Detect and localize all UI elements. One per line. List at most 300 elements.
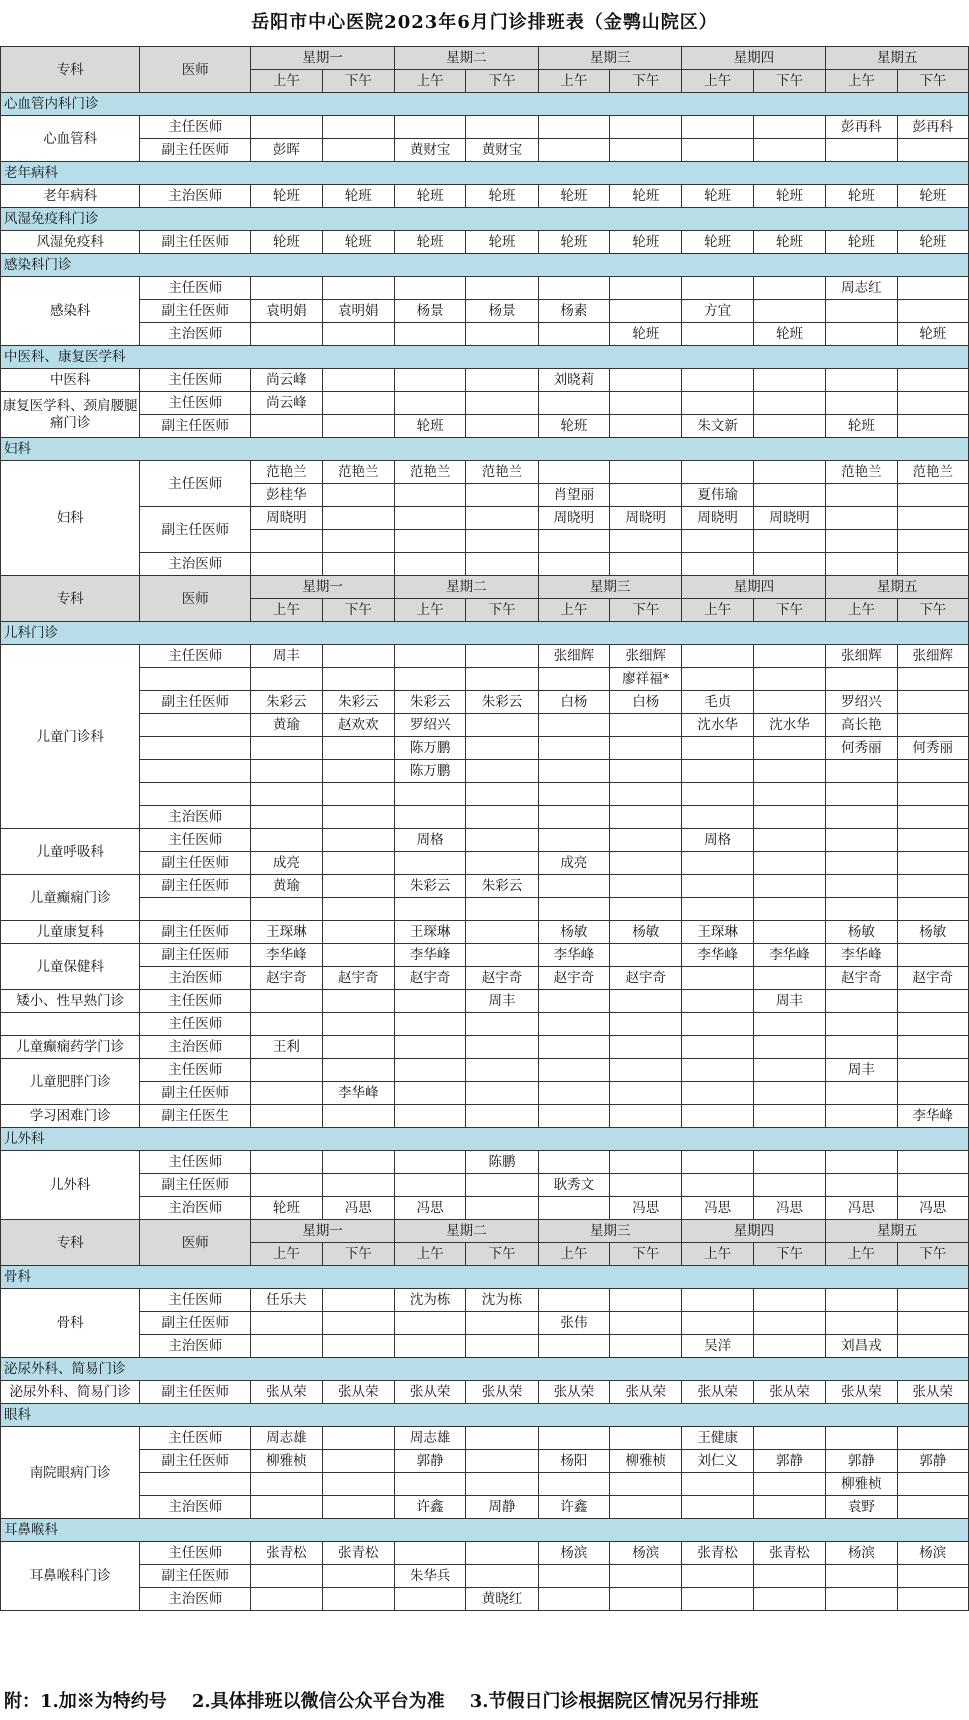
schedule-cell <box>538 1427 609 1450</box>
schedule-cell: 刘仁义 <box>682 1450 753 1473</box>
schedule-cell: 沈水华 <box>682 714 753 737</box>
schedule-cell <box>538 461 609 484</box>
schedule-cell <box>897 484 968 507</box>
schedule-cell <box>897 530 968 553</box>
header-dept: 专科 <box>1 576 140 622</box>
doctor-level: 主治医师 <box>140 1335 251 1358</box>
table-row <box>1 1013 969 1036</box>
schedule-cell: 郭静 <box>826 1450 897 1473</box>
schedule-cell <box>466 645 538 668</box>
schedule-cell <box>753 1312 825 1335</box>
schedule-cell: 柳雅桢 <box>826 1473 897 1496</box>
header-am: 上午 <box>682 70 753 93</box>
schedule-cell <box>610 783 682 806</box>
doctor-level: 副主任医师 <box>140 921 251 944</box>
schedule-cell: 沈为栋 <box>466 1289 538 1312</box>
dept-cell: 耳鼻喉科门诊 <box>1 1542 140 1611</box>
schedule-cell <box>753 139 825 162</box>
schedule-cell <box>753 668 825 691</box>
header-pm: 下午 <box>897 70 968 93</box>
schedule-cell <box>826 760 897 783</box>
table-row <box>1 1496 969 1519</box>
schedule-cell <box>610 714 682 737</box>
schedule-cell: 赵宇奇 <box>610 967 682 990</box>
schedule-cell: 李华峰 <box>826 944 897 967</box>
schedule-cell <box>322 323 394 346</box>
schedule-cell <box>251 1496 322 1519</box>
dept-cell: 儿童门诊科 <box>1 645 140 829</box>
schedule-cell: 赵宇奇 <box>826 967 897 990</box>
schedule-cell <box>753 1289 825 1312</box>
schedule-cell <box>826 829 897 852</box>
schedule-cell: 张从荣 <box>897 1381 968 1404</box>
header-doctor: 医师 <box>140 1220 251 1266</box>
schedule-cell <box>610 1335 682 1358</box>
table-row <box>1 1289 969 1312</box>
schedule-cell <box>610 1427 682 1450</box>
schedule-cell <box>251 829 322 852</box>
schedule-cell: 周晓明 <box>251 507 322 530</box>
table-row <box>1 1105 969 1128</box>
doctor-level: 副主任医师 <box>140 139 251 162</box>
doctor-level: 主治医师 <box>140 1588 251 1611</box>
schedule-cell <box>538 714 609 737</box>
header-day: 星期四 <box>682 1220 826 1243</box>
schedule-cell: 杨素 <box>538 300 609 323</box>
header-pm: 下午 <box>466 1243 538 1266</box>
table-row <box>1 1381 969 1404</box>
header-am: 上午 <box>251 70 322 93</box>
schedule-cell <box>753 829 825 852</box>
schedule-cell: 郭静 <box>897 1450 968 1473</box>
schedule-cell: 杨滨 <box>538 1542 609 1565</box>
doctor-level: 主任医师 <box>140 1289 251 1312</box>
schedule-cell: 张从荣 <box>538 1381 609 1404</box>
header-am: 上午 <box>394 70 465 93</box>
header-row <box>1 576 969 599</box>
schedule-cell <box>466 1542 538 1565</box>
schedule-cell <box>538 875 609 898</box>
schedule-cell: 朱彩云 <box>394 875 465 898</box>
schedule-cell <box>466 116 538 139</box>
table-row <box>1 1565 969 1588</box>
header-pm: 下午 <box>753 1243 825 1266</box>
doctor-level <box>140 898 251 921</box>
table-row <box>1 1036 969 1059</box>
schedule-cell <box>538 1289 609 1312</box>
schedule-cell <box>466 1427 538 1450</box>
schedule-cell <box>897 829 968 852</box>
doctor-level: 副主任医师 <box>140 691 251 714</box>
schedule-cell <box>394 668 465 691</box>
schedule-cell <box>322 392 394 415</box>
schedule-cell: 周格 <box>394 829 465 852</box>
schedule-cell <box>682 875 753 898</box>
schedule-cell <box>610 300 682 323</box>
schedule-cell: 周静 <box>466 1496 538 1519</box>
schedule-cell <box>610 1013 682 1036</box>
table-row <box>1 300 969 323</box>
schedule-cell: 轮班 <box>394 231 465 254</box>
header-am: 上午 <box>394 1243 465 1266</box>
header-pm: 下午 <box>610 599 682 622</box>
schedule-cell <box>682 1289 753 1312</box>
header-day: 星期一 <box>251 1220 395 1243</box>
table-row <box>1 1473 969 1496</box>
schedule-cell <box>538 1151 609 1174</box>
schedule-cell <box>897 1151 968 1174</box>
header-am: 上午 <box>538 1243 609 1266</box>
schedule-cell <box>897 1473 968 1496</box>
schedule-cell: 方宜 <box>682 300 753 323</box>
schedule-cell <box>753 1082 825 1105</box>
doctor-level: 主任医师 <box>140 392 251 415</box>
table-row <box>1 277 969 300</box>
schedule-cell: 王琛琳 <box>682 921 753 944</box>
schedule-cell <box>394 1013 465 1036</box>
schedule-cell <box>538 1588 609 1611</box>
section-title: 风湿免疫科门诊 <box>1 208 969 231</box>
schedule-cell <box>826 1105 897 1128</box>
schedule-cell: 张从荣 <box>826 1381 897 1404</box>
table-row <box>1 231 969 254</box>
dept-cell: 泌尿外科、简易门诊 <box>1 1381 140 1404</box>
schedule-cell: 白杨 <box>610 691 682 714</box>
schedule-cell: 范艳兰 <box>466 461 538 484</box>
schedule-cell <box>322 1588 394 1611</box>
schedule-cell: 许鑫 <box>394 1496 465 1519</box>
schedule-cell: 轮班 <box>682 231 753 254</box>
schedule-cell: 朱彩云 <box>466 875 538 898</box>
schedule-cell: 冯思 <box>826 1197 897 1220</box>
schedule-cell: 赵宇奇 <box>897 967 968 990</box>
schedule-cell <box>322 898 394 921</box>
schedule-cell: 张从荣 <box>322 1381 394 1404</box>
schedule-cell <box>610 1036 682 1059</box>
table-row <box>1 369 969 392</box>
schedule-cell: 高长艳 <box>826 714 897 737</box>
schedule-cell: 朱彩云 <box>322 691 394 714</box>
schedule-cell: 赵宇奇 <box>394 967 465 990</box>
schedule-cell <box>897 1312 968 1335</box>
schedule-cell: 杨敏 <box>826 921 897 944</box>
schedule-cell <box>826 1565 897 1588</box>
schedule-cell <box>322 645 394 668</box>
schedule-cell <box>753 1335 825 1358</box>
schedule-cell <box>826 1151 897 1174</box>
schedule-cell <box>322 1289 394 1312</box>
schedule-cell <box>682 392 753 415</box>
doctor-level: 主任医师 <box>140 645 251 668</box>
schedule-cell <box>610 990 682 1013</box>
schedule-cell: 周晓明 <box>682 507 753 530</box>
header-am: 上午 <box>251 599 322 622</box>
schedule-cell: 彭桂华 <box>251 484 322 507</box>
doctor-level: 副主任医师 <box>140 1565 251 1588</box>
schedule-cell <box>897 1289 968 1312</box>
schedule-cell: 陈万鹏 <box>394 760 465 783</box>
schedule-cell <box>610 1105 682 1128</box>
schedule-cell: 何秀丽 <box>897 737 968 760</box>
schedule-cell <box>610 1059 682 1082</box>
doctor-level: 主任医师 <box>140 829 251 852</box>
schedule-cell <box>897 553 968 576</box>
schedule-cell <box>538 116 609 139</box>
header-day: 星期四 <box>682 576 826 599</box>
doctor-level <box>140 783 251 806</box>
doctor-level: 副主任医师 <box>140 415 251 438</box>
schedule-cell: 朱文新 <box>682 415 753 438</box>
schedule-cell <box>826 1174 897 1197</box>
schedule-cell <box>826 1013 897 1036</box>
schedule-cell <box>322 1427 394 1450</box>
schedule-cell: 袁明娟 <box>322 300 394 323</box>
schedule-cell <box>394 484 465 507</box>
header-day: 星期二 <box>394 576 538 599</box>
schedule-cell <box>610 875 682 898</box>
schedule-cell <box>610 392 682 415</box>
schedule-cell <box>538 323 609 346</box>
dept-cell: 风湿免疫科 <box>1 231 140 254</box>
section-title: 泌尿外科、简易门诊 <box>1 1358 969 1381</box>
schedule-cell <box>322 530 394 553</box>
header-day: 星期五 <box>826 47 969 70</box>
schedule-cell <box>610 737 682 760</box>
schedule-cell <box>897 1036 968 1059</box>
table-row <box>1 1082 969 1105</box>
schedule-cell <box>322 990 394 1013</box>
schedule-cell <box>538 1082 609 1105</box>
schedule-cell <box>322 921 394 944</box>
schedule-cell <box>251 898 322 921</box>
schedule-cell <box>394 1542 465 1565</box>
schedule-cell: 王健康 <box>682 1427 753 1450</box>
schedule-cell: 张从荣 <box>610 1381 682 1404</box>
schedule-cell <box>466 323 538 346</box>
schedule-cell: 冯思 <box>394 1197 465 1220</box>
schedule-cell: 黄瑜 <box>251 875 322 898</box>
schedule-cell <box>826 139 897 162</box>
schedule-cell <box>394 990 465 1013</box>
schedule-cell: 杨滨 <box>826 1542 897 1565</box>
header-am: 上午 <box>251 1243 322 1266</box>
schedule-cell: 李华峰 <box>897 1105 968 1128</box>
header-dept: 专科 <box>1 47 140 93</box>
section-title: 儿外科 <box>1 1128 969 1151</box>
schedule-cell <box>466 737 538 760</box>
schedule-cell <box>753 921 825 944</box>
schedule-cell: 周晓明 <box>538 507 609 530</box>
schedule-cell: 轮班 <box>826 231 897 254</box>
section-row <box>1 208 969 231</box>
schedule-cell <box>897 944 968 967</box>
schedule-cell <box>753 1059 825 1082</box>
schedule-cell <box>251 1473 322 1496</box>
schedule-cell <box>394 369 465 392</box>
schedule-cell: 耿秀文 <box>538 1174 609 1197</box>
schedule-cell: 轮班 <box>897 185 968 208</box>
schedule-cell: 杨阳 <box>538 1450 609 1473</box>
doctor-level <box>140 1473 251 1496</box>
schedule-cell <box>897 392 968 415</box>
schedule-cell <box>322 1496 394 1519</box>
schedule-cell <box>682 461 753 484</box>
schedule-cell: 赵宇奇 <box>538 967 609 990</box>
schedule-cell <box>251 553 322 576</box>
schedule-cell <box>466 806 538 829</box>
schedule-cell <box>251 1013 322 1036</box>
schedule-cell <box>682 1105 753 1128</box>
schedule-cell <box>610 806 682 829</box>
schedule-cell <box>466 1059 538 1082</box>
dept-cell: 儿童保健科 <box>1 944 140 990</box>
schedule-cell <box>682 1473 753 1496</box>
schedule-cell <box>753 1496 825 1519</box>
schedule-cell <box>682 737 753 760</box>
schedule-cell <box>322 1105 394 1128</box>
schedule-cell <box>682 967 753 990</box>
schedule-cell <box>753 1174 825 1197</box>
schedule-cell <box>897 277 968 300</box>
schedule-table <box>0 46 969 1611</box>
schedule-cell <box>466 553 538 576</box>
header-dept: 专科 <box>1 1220 140 1266</box>
schedule-cell <box>753 760 825 783</box>
section-row <box>1 1128 969 1151</box>
schedule-cell: 张青松 <box>322 1542 394 1565</box>
schedule-cell: 罗绍兴 <box>394 714 465 737</box>
schedule-cell <box>753 806 825 829</box>
schedule-cell <box>826 806 897 829</box>
schedule-cell <box>322 1013 394 1036</box>
table-row <box>1 1450 969 1473</box>
schedule-cell <box>682 668 753 691</box>
table-row <box>1 415 969 438</box>
schedule-cell: 周丰 <box>826 1059 897 1082</box>
schedule-cell <box>394 1105 465 1128</box>
table-row <box>1 944 969 967</box>
doctor-level: 副主任医师 <box>140 300 251 323</box>
schedule-cell <box>322 1174 394 1197</box>
schedule-cell <box>466 530 538 553</box>
schedule-cell <box>466 1473 538 1496</box>
schedule-cell <box>538 1059 609 1082</box>
table-row <box>1 967 969 990</box>
schedule-cell <box>826 875 897 898</box>
schedule-cell: 周志雄 <box>394 1427 465 1450</box>
schedule-cell: 彭晖 <box>251 139 322 162</box>
schedule-cell <box>897 852 968 875</box>
schedule-cell <box>466 277 538 300</box>
doctor-level: 副主任医师 <box>140 944 251 967</box>
doctor-level: 主治医师 <box>140 1496 251 1519</box>
schedule-cell: 任乐夫 <box>251 1289 322 1312</box>
schedule-cell: 杨敏 <box>538 921 609 944</box>
schedule-cell <box>394 553 465 576</box>
schedule-cell <box>466 1105 538 1128</box>
table-row <box>1 783 969 806</box>
doctor-level: 副主任医师 <box>140 231 251 254</box>
schedule-cell <box>251 1082 322 1105</box>
schedule-cell <box>682 806 753 829</box>
schedule-cell <box>897 1174 968 1197</box>
header-am: 上午 <box>682 1243 753 1266</box>
header-am: 上午 <box>682 599 753 622</box>
schedule-cell <box>466 760 538 783</box>
schedule-cell: 刘昌戎 <box>826 1335 897 1358</box>
schedule-cell <box>610 139 682 162</box>
header-doctor: 医师 <box>140 47 251 93</box>
schedule-cell <box>753 1036 825 1059</box>
schedule-cell <box>610 944 682 967</box>
schedule-cell <box>753 1565 825 1588</box>
header-day: 星期一 <box>251 576 395 599</box>
doctor-level: 主任医师 <box>140 461 251 507</box>
table-row <box>1 691 969 714</box>
header-pm: 下午 <box>610 1243 682 1266</box>
schedule-body <box>1 47 969 1611</box>
schedule-cell <box>538 1335 609 1358</box>
schedule-cell: 何秀丽 <box>826 737 897 760</box>
schedule-cell <box>394 323 465 346</box>
schedule-cell <box>538 530 609 553</box>
schedule-cell: 罗绍兴 <box>826 691 897 714</box>
doctor-level: 主任医师 <box>140 990 251 1013</box>
dept-cell: 儿外科 <box>1 1151 140 1220</box>
schedule-cell <box>682 530 753 553</box>
header-am: 上午 <box>826 1243 897 1266</box>
schedule-cell <box>826 300 897 323</box>
schedule-cell: 轮班 <box>394 185 465 208</box>
schedule-cell <box>897 898 968 921</box>
header-day: 星期三 <box>538 576 682 599</box>
header-day: 星期三 <box>538 1220 682 1243</box>
section-row <box>1 1404 969 1427</box>
schedule-cell: 赵宇奇 <box>322 967 394 990</box>
doctor-level: 主治医师 <box>140 1036 251 1059</box>
header-am: 上午 <box>394 599 465 622</box>
section-row <box>1 254 969 277</box>
table-row <box>1 1174 969 1197</box>
section-title: 心血管内科门诊 <box>1 93 969 116</box>
schedule-cell: 黄财宝 <box>394 139 465 162</box>
schedule-cell: 轮班 <box>251 185 322 208</box>
schedule-cell <box>682 990 753 1013</box>
schedule-cell: 柳雅桢 <box>610 1450 682 1473</box>
section-title: 儿科门诊 <box>1 622 969 645</box>
schedule-cell <box>251 1565 322 1588</box>
section-title: 老年病科 <box>1 162 969 185</box>
schedule-cell <box>251 783 322 806</box>
schedule-cell <box>322 1473 394 1496</box>
schedule-cell: 肖望丽 <box>538 484 609 507</box>
schedule-cell: 成亮 <box>538 852 609 875</box>
header-am: 上午 <box>538 70 609 93</box>
schedule-cell <box>394 392 465 415</box>
schedule-cell <box>682 139 753 162</box>
doctor-level: 主任医师 <box>140 1059 251 1082</box>
section-title: 感染科门诊 <box>1 254 969 277</box>
schedule-cell <box>322 1565 394 1588</box>
schedule-cell: 张从荣 <box>682 1381 753 1404</box>
schedule-cell <box>251 990 322 1013</box>
schedule-cell: 许鑫 <box>538 1496 609 1519</box>
doctor-level: 主任医师 <box>140 1427 251 1450</box>
schedule-cell: 朱彩云 <box>251 691 322 714</box>
schedule-cell <box>897 783 968 806</box>
table-row <box>1 645 969 668</box>
schedule-cell <box>466 714 538 737</box>
